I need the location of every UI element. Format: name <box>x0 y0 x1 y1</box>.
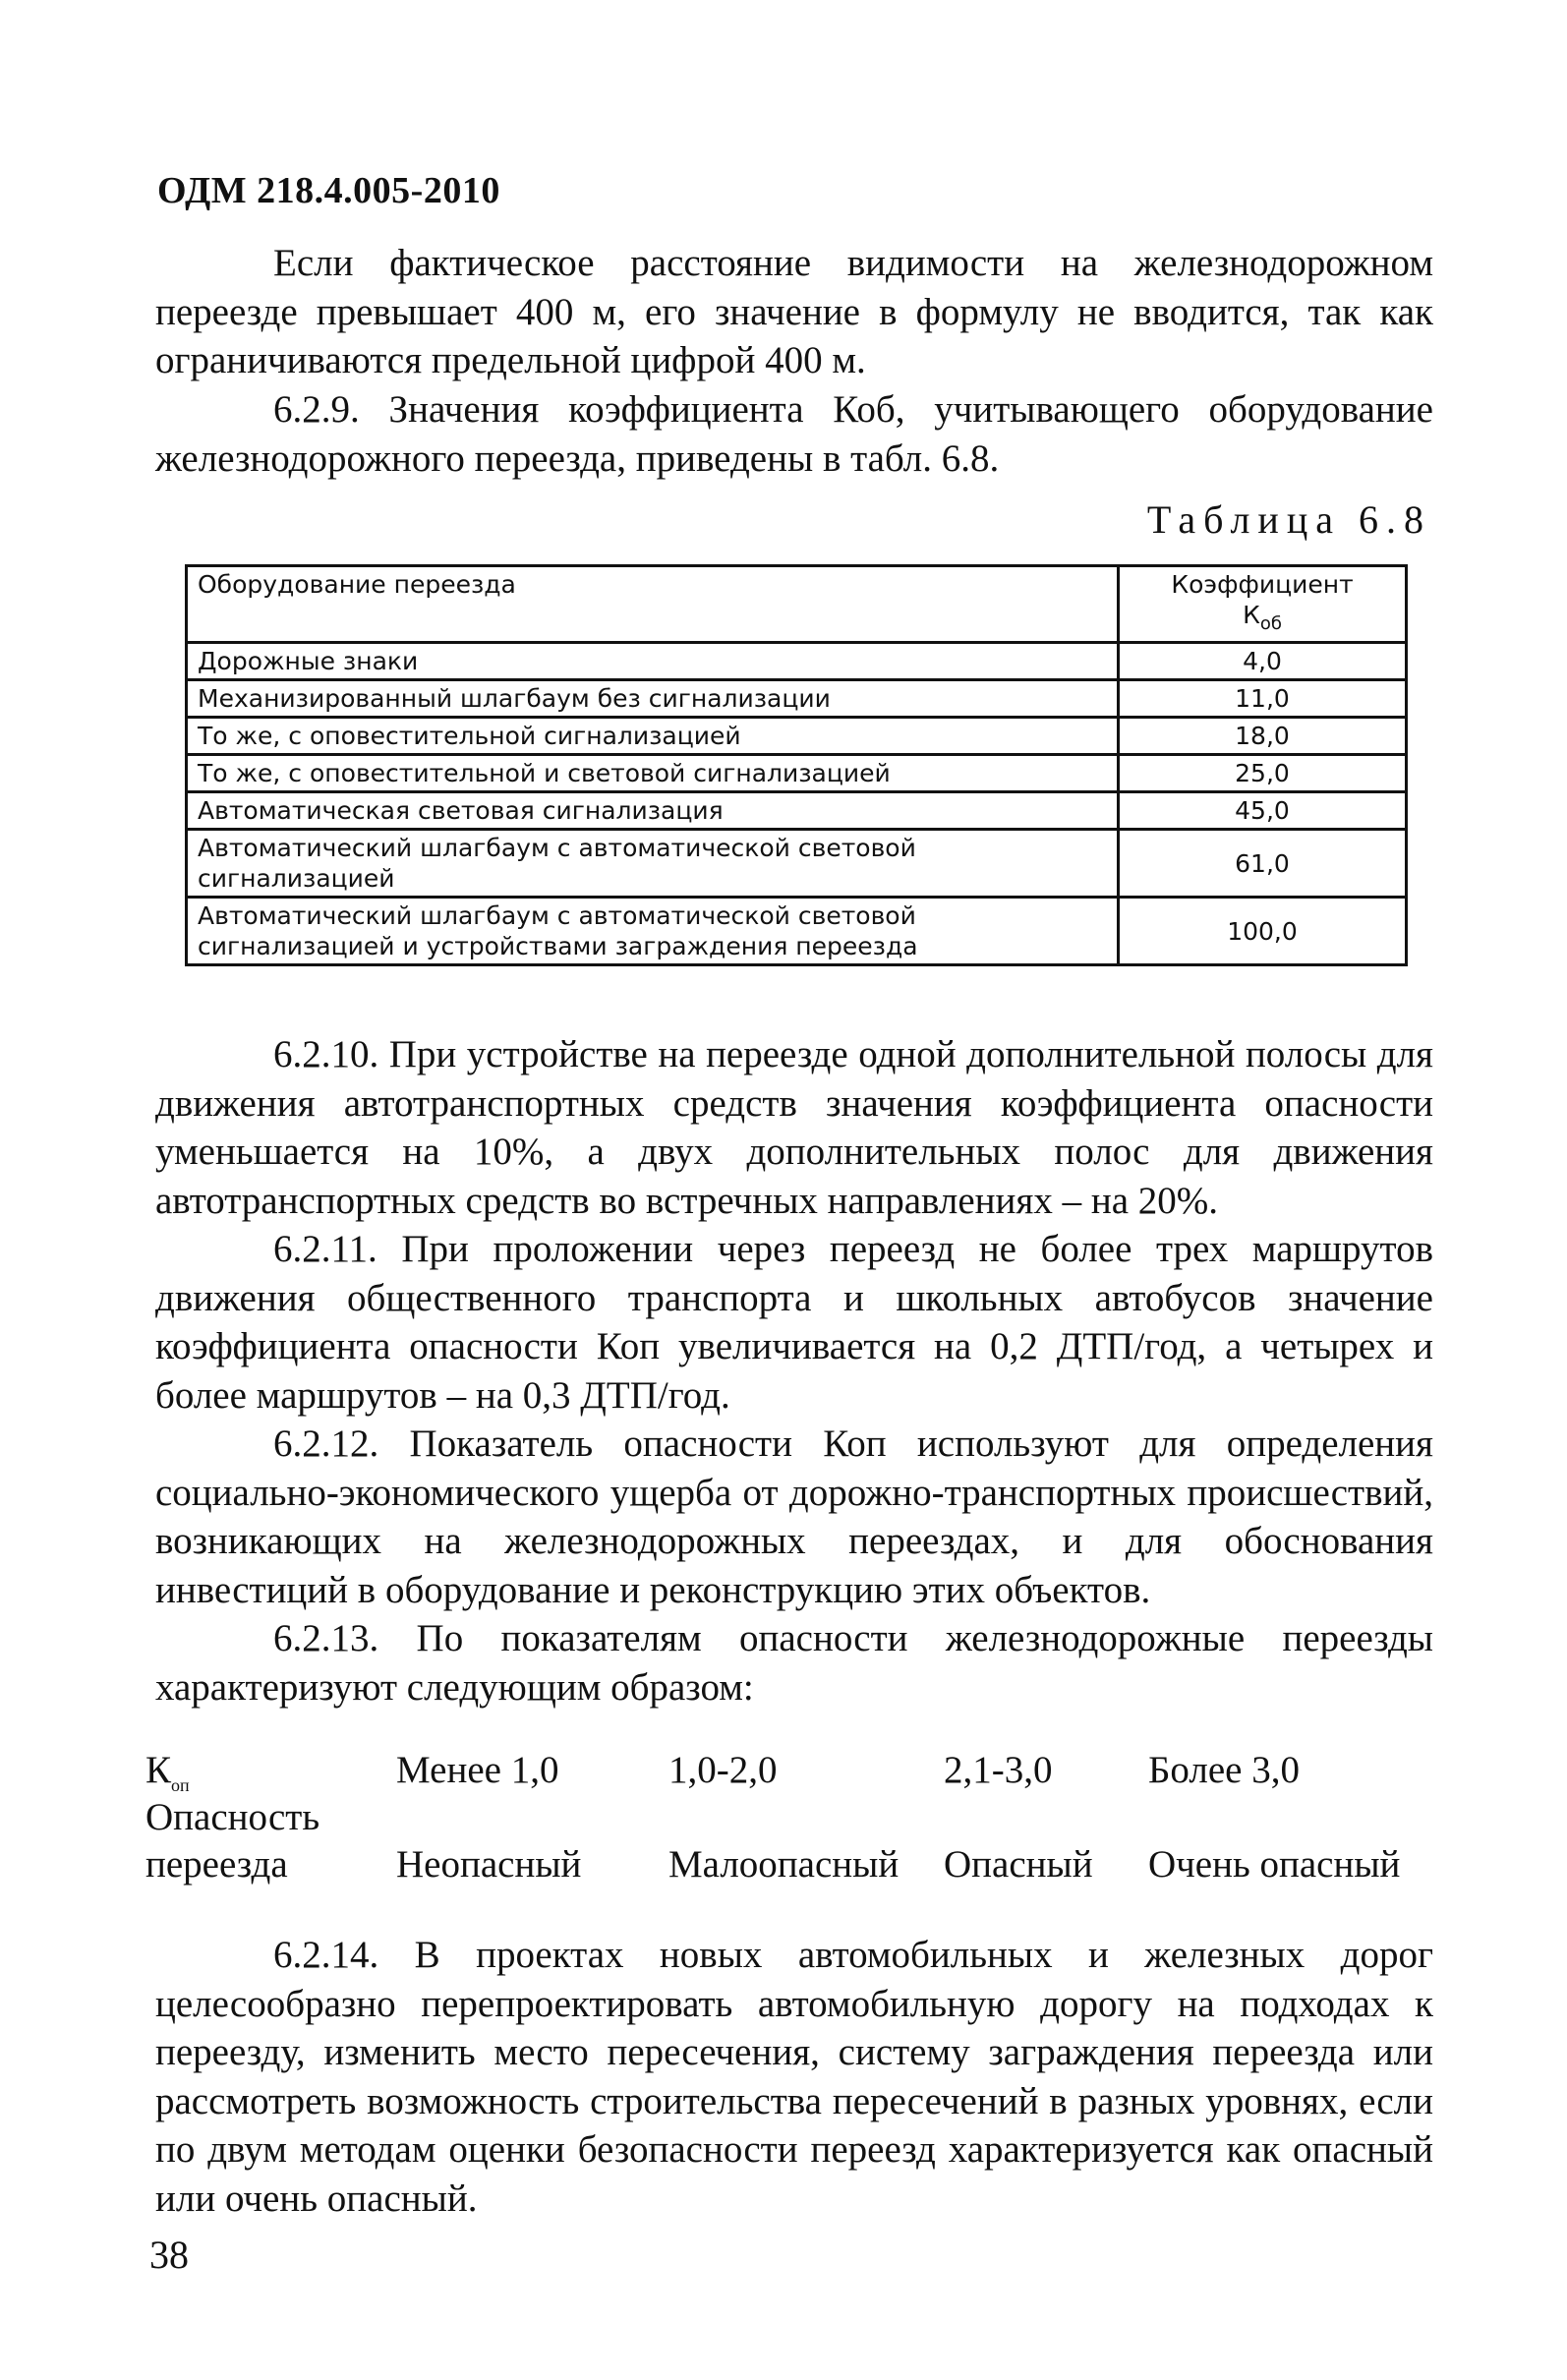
coefficient-cell: 61,0 <box>1119 830 1407 898</box>
table-row <box>187 898 1407 965</box>
coefficient-cell: 11,0 <box>1119 680 1407 718</box>
paragraph-6-2-13: 6.2.13. По показателям опасности железнодорожные переезды характеризуют следующим образом: <box>155 1617 1433 1709</box>
level-cell: Малоопасный <box>668 1843 900 1886</box>
table-row <box>187 792 1407 830</box>
equipment-cell: То же, с оповестительной и световой сигнализацией <box>187 755 1119 792</box>
range-cell: Более 3,0 <box>1148 1749 1300 1791</box>
table-row <box>187 718 1407 755</box>
paragraph-6-2-11: 6.2.11. При проложении через переезд не более трех маршрутов движения общественного транспорта и школьных автобусов значение коэффициента опасности Коп увеличивается на 0,2 ДТП/год, а четырех и более маршрутов – на 0,3 ДТП/год. <box>155 1228 1433 1417</box>
coefficient-cell: 4,0 <box>1119 643 1407 680</box>
table-caption: Таблица 6.8 <box>1146 497 1431 542</box>
level-cell: Очень опасный <box>1148 1843 1401 1886</box>
header-coefficient-label: Коэффициент <box>1171 570 1354 599</box>
paragraph-6-2-12: 6.2.12. Показатель опасности Коп используют для определения социально-экономического ущерба от дорожно-транспортных происшествий, возникающих на железнодорожных переездах, и для обоснования инвестиций в оборудование и реконструкцию этих объектов. <box>155 1422 1433 1611</box>
level-cell: Опасный <box>944 1843 1093 1886</box>
coefficient-cell: 25,0 <box>1119 755 1407 792</box>
danger-label-line2: переезда <box>145 1843 288 1886</box>
coefficient-cell: 45,0 <box>1119 792 1407 830</box>
paragraph-6-2-14: 6.2.14. В проектах новых автомобильных и железных дорог целесообразно перепроектировать автомобильную дорогу на подходах к переезду, изменить место пересечения, систему заграждения переезда или рассмотреть возможность строительства пересечений в разных уровнях, если по двум методам оценки безопасности переезд характеризуется как опасный или очень опасный. <box>155 1934 1433 2220</box>
table-row <box>187 643 1407 680</box>
equipment-cell: Автоматическая световая сигнализация <box>187 792 1119 830</box>
range-cell: Менее 1,0 <box>396 1749 559 1791</box>
coefficient-cell: 100,0 <box>1119 898 1407 965</box>
header-equipment: Оборудование переезда <box>187 566 1119 643</box>
danger-label-line1: Опасность <box>145 1796 320 1838</box>
k-op-symbol: $К_{оп}$ <box>145 1749 190 1795</box>
table-header-row <box>187 566 1407 643</box>
equipment-cell: Автоматический шлагбаум с автоматической световой сигнализацией <box>187 830 1119 898</box>
header-coefficient-symbol: $К_{об}$ <box>1243 601 1282 634</box>
level-cell: Неопасный <box>396 1843 582 1886</box>
range-cell: 1,0-2,0 <box>668 1749 778 1791</box>
header-coefficient <box>1119 566 1407 643</box>
table-row <box>187 755 1407 792</box>
equipment-cell: Дорожные знаки <box>187 643 1119 680</box>
table-row <box>187 680 1407 718</box>
paragraph-6-2-9: 6.2.9. Значения коэффициента Коб, учитывающего оборудование железнодорожного переезда, приведены в табл. 6.8. <box>155 388 1433 480</box>
equipment-coefficient-table <box>185 564 1408 966</box>
range-cell: 2,1-3,0 <box>944 1749 1053 1791</box>
equipment-cell: Автоматический шлагбаум с автоматической световой сигнализацией и устройствами заграждения переезда <box>187 898 1119 965</box>
table-row <box>187 830 1407 898</box>
equipment-cell: Механизированный шлагбаум без сигнализации <box>187 680 1119 718</box>
coefficient-cell: 18,0 <box>1119 718 1407 755</box>
document-header: ОДМ 218.4.005-2010 <box>157 170 500 211</box>
paragraph-visibility: Если фактическое расстояние видимости на железнодорожном переезде превышает 400 м, его значение в формулу не вводится, так как ограничиваются предельной цифрой 400 м. <box>155 242 1433 381</box>
page-number: 38 <box>149 2233 189 2277</box>
paragraph-6-2-10: 6.2.10. При устройстве на переезде одной дополнительной полосы для движения автотранспортных средств значения коэффициента опасности уменьшается на 10%, а двух дополнительных полос для движения автотранспортных средств во встречных направлениях – на 20%. <box>155 1033 1433 1222</box>
equipment-cell: То же, с оповестительной сигнализацией <box>187 718 1119 755</box>
